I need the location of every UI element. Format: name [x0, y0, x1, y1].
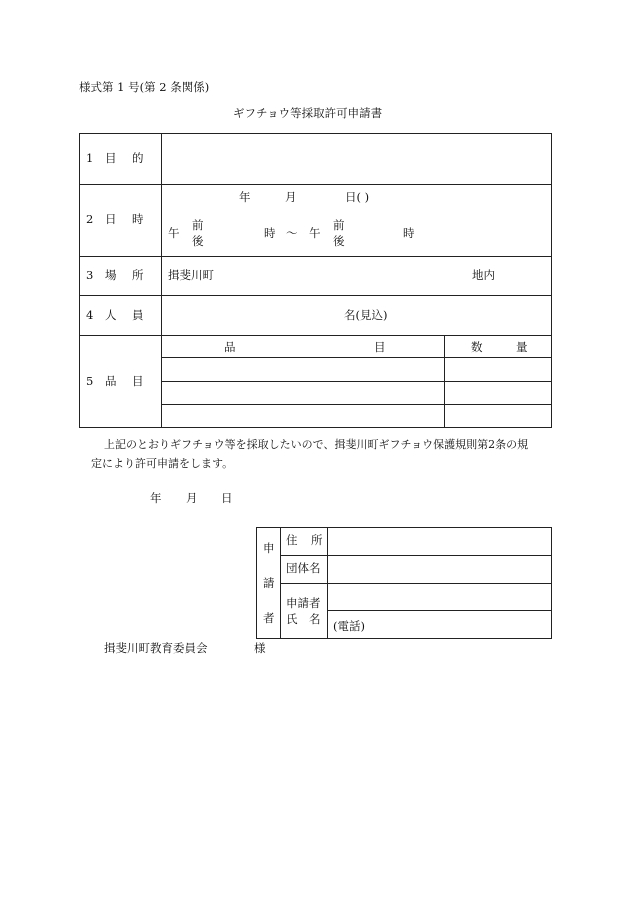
phone-field[interactable] [372, 612, 550, 637]
form-number: 様式第 1 号(第 2 条関係) [79, 80, 210, 94]
row5-number: 5 [86, 374, 94, 388]
address-label-b: 所 [311, 533, 323, 547]
persons-suffix: 名(見込) [344, 308, 388, 322]
purpose-field[interactable] [162, 134, 550, 183]
row2-number: 2 [86, 212, 94, 226]
date-month: 月 [285, 190, 297, 204]
statement-line-1: 上記のとおりギフチョウ等を採取したいので、揖斐川町ギフチョウ保護規則第2条の規 [104, 438, 529, 451]
col-item-b: 目 [374, 340, 386, 354]
row4-label-a: 人 [105, 308, 117, 322]
row1-number: 1 [86, 151, 94, 165]
tilde: ～ [286, 226, 298, 240]
col-item-a: 品 [224, 340, 236, 354]
ampm1-top: 前 [192, 218, 204, 232]
row5-label-a: 品 [105, 374, 117, 388]
row3-label-b: 所 [132, 268, 144, 282]
ampm2-prefix: 午 [309, 226, 321, 240]
qty-cell-2[interactable] [445, 382, 550, 403]
ampm2-top: 前 [333, 218, 345, 232]
row3-number: 3 [86, 268, 94, 282]
place-field[interactable] [218, 258, 468, 294]
hour1: 時 [264, 226, 276, 240]
col-qty-a: 数 [471, 340, 483, 354]
date-year: 年 [239, 190, 251, 204]
group-field[interactable] [328, 556, 550, 582]
applicant-side-2: 請 [263, 576, 275, 590]
name-field[interactable] [328, 584, 550, 609]
col-qty-b: 量 [516, 340, 528, 354]
date-day: 日( ) [345, 190, 370, 204]
item-cell-3[interactable] [162, 405, 443, 426]
row1-label-a: 目 [105, 151, 117, 165]
address-field[interactable] [328, 528, 550, 554]
hour2: 時 [403, 226, 415, 240]
persons-field[interactable] [162, 297, 342, 334]
name-label-top: 申請者 [286, 596, 321, 610]
addressee-honorific: 様 [254, 641, 266, 655]
qty-cell-1[interactable] [445, 358, 550, 380]
qty-cell-3[interactable] [445, 405, 550, 426]
ampm1-prefix: 午 [168, 226, 180, 240]
name-label-bottom-a: 氏 [286, 612, 298, 626]
row3-label-a: 場 [105, 268, 117, 282]
row2-label-b: 時 [132, 212, 144, 226]
group-label: 団体名 [286, 561, 321, 575]
statement-line-2: 定により許可申請をします。 [91, 457, 234, 470]
ampm1-bottom: 後 [192, 234, 204, 248]
row1-label-b: 的 [132, 151, 144, 165]
row4-label-b: 員 [132, 308, 144, 322]
addressee-name: 揖斐川町教育委員会 [104, 641, 208, 655]
row2-label-a: 日 [105, 212, 117, 226]
applicant-side-1: 申 [263, 541, 275, 555]
address-label-a: 住 [286, 533, 298, 547]
phone-label: (電話) [333, 619, 365, 633]
date-line-year: 年 [150, 491, 162, 505]
ampm2-bottom: 後 [333, 234, 345, 248]
applicant-side-3: 者 [263, 611, 275, 625]
place-area-suffix: 地内 [472, 268, 495, 282]
row4-number: 4 [86, 308, 94, 322]
date-line-day: 日 [221, 491, 233, 505]
row5-label-b: 目 [132, 374, 144, 388]
item-cell-1[interactable] [162, 358, 443, 380]
place-town: 揖斐川町 [168, 268, 214, 282]
name-label-bottom-b: 名 [309, 612, 321, 626]
item-cell-2[interactable] [162, 382, 443, 403]
form-title: ギフチョウ等採取許可申請書 [233, 106, 383, 120]
date-line-month: 月 [186, 491, 198, 505]
